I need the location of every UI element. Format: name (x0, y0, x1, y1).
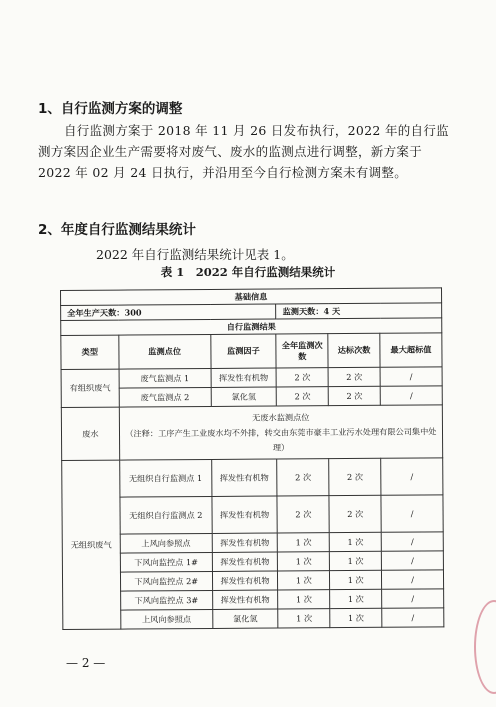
type-wastewater: 废水 (61, 407, 119, 460)
cell-compliant: 1 次 (330, 570, 382, 589)
cell-count: 1 次 (278, 571, 330, 590)
section-2-intro: 2022 年自行监测结果统计见表 1。 (96, 247, 294, 262)
cell-count: 1 次 (278, 609, 330, 628)
cell-max: / (382, 589, 444, 608)
cell-factor: 挥发性有机物 (212, 533, 278, 552)
production-days: 全年生产天数：300 (61, 304, 276, 321)
table-row (63, 608, 444, 630)
cell-compliant: 2 次 (329, 458, 381, 495)
cell-max: / (380, 386, 442, 405)
cell-max: / (382, 570, 444, 589)
section-2-heading: 2、年度自行监测结果统计 (38, 222, 196, 238)
cell-compliant: 2 次 (329, 495, 381, 532)
cell-point: 下风向监控点 2# (120, 571, 212, 591)
table-caption: 表 1 2022 年自行监测结果统计 (160, 265, 336, 279)
table-row (62, 458, 443, 498)
cell-max: / (381, 551, 443, 570)
col-header-type: 类型 (61, 335, 119, 369)
cell-factor: 挥发性有机物 (211, 368, 277, 387)
cell-compliant: 2 次 (328, 367, 380, 386)
cell-compliant: 2 次 (328, 386, 380, 405)
results-header: 自行监测结果 (61, 318, 442, 336)
cell-point: 无组织自行监测点 2 (120, 496, 212, 534)
cell-point: 下风向监控点 1# (120, 552, 212, 572)
cell-factor: 氯化氢 (212, 609, 278, 628)
cell-count: 2 次 (277, 387, 329, 406)
col-header-max-exceed: 最大超标值 (380, 333, 442, 367)
type-fugitive: 无组织废气 (62, 460, 121, 629)
table-row (62, 495, 443, 535)
cell-compliant: 1 次 (329, 532, 381, 551)
cell-point: 上风向参照点 (120, 533, 212, 553)
basic-info-header: 基础信息 (61, 288, 442, 306)
cell-compliant: 1 次 (330, 608, 382, 627)
col-header-factor: 监测因子 (210, 334, 276, 368)
wastewater-note-title: 无废水监测点位 (252, 411, 310, 423)
cell-count: 1 次 (278, 533, 330, 552)
cell-max: / (381, 495, 443, 532)
section-1-heading: 1、自行监测方案的调整 (38, 101, 183, 117)
col-header-count: 全年监测次数 (276, 334, 328, 368)
cell-factor: 挥发性有机物 (211, 459, 277, 496)
wastewater-note: （注释：工序产生工业废水均不外排，转交由东莞市豪丰工业污水处理有限公司集中处理） (125, 425, 437, 453)
monitoring-results-table (60, 287, 444, 630)
cell-compliant: 1 次 (330, 551, 382, 570)
cell-point: 无组织自行监测点 1 (120, 459, 212, 497)
cell-max: / (381, 532, 443, 551)
col-header-compliant: 达标次数 (328, 333, 380, 367)
cell-point: 废气监测点 1 (119, 368, 211, 388)
cell-count: 1 次 (278, 590, 330, 609)
cell-count: 2 次 (276, 368, 328, 387)
cell-count: 1 次 (278, 552, 330, 571)
cell-factor: 氯化氢 (211, 387, 277, 406)
cell-factor: 挥发性有机物 (212, 496, 278, 533)
cell-max: / (382, 608, 444, 627)
cell-max: / (381, 458, 443, 495)
monitoring-days: 监测天数：4 天 (276, 303, 442, 319)
page-number: — 2 — (66, 656, 106, 670)
cell-point: 下风向监控点 3# (120, 590, 212, 610)
col-header-point: 监测点位 (119, 334, 211, 369)
cell-factor: 挥发性有机物 (212, 571, 278, 590)
cell-max: / (380, 367, 442, 386)
table-row (61, 405, 442, 461)
official-seal-edge (474, 600, 496, 694)
cell-count: 2 次 (277, 459, 329, 496)
cell-count: 2 次 (277, 496, 329, 533)
cell-point: 上风向参照点 (121, 609, 213, 629)
cell-point: 废气监测点 2 (119, 387, 211, 407)
section-1-paragraph: 自行监测方案于 2018 年 11 月 26 日发布执行，2022 年的自行监测方案因企业生产需要将对废气、废水的监测点进行调整，新方案于 2022 年 02 月 24 日执行，并沿用至今自行检测方案未有调整。 (38, 123, 449, 180)
cell-factor: 挥发性有机物 (212, 590, 278, 609)
type-organized: 有组织废气 (61, 369, 119, 407)
cell-factor: 挥发性有机物 (212, 552, 278, 571)
cell-compliant: 1 次 (330, 589, 382, 608)
